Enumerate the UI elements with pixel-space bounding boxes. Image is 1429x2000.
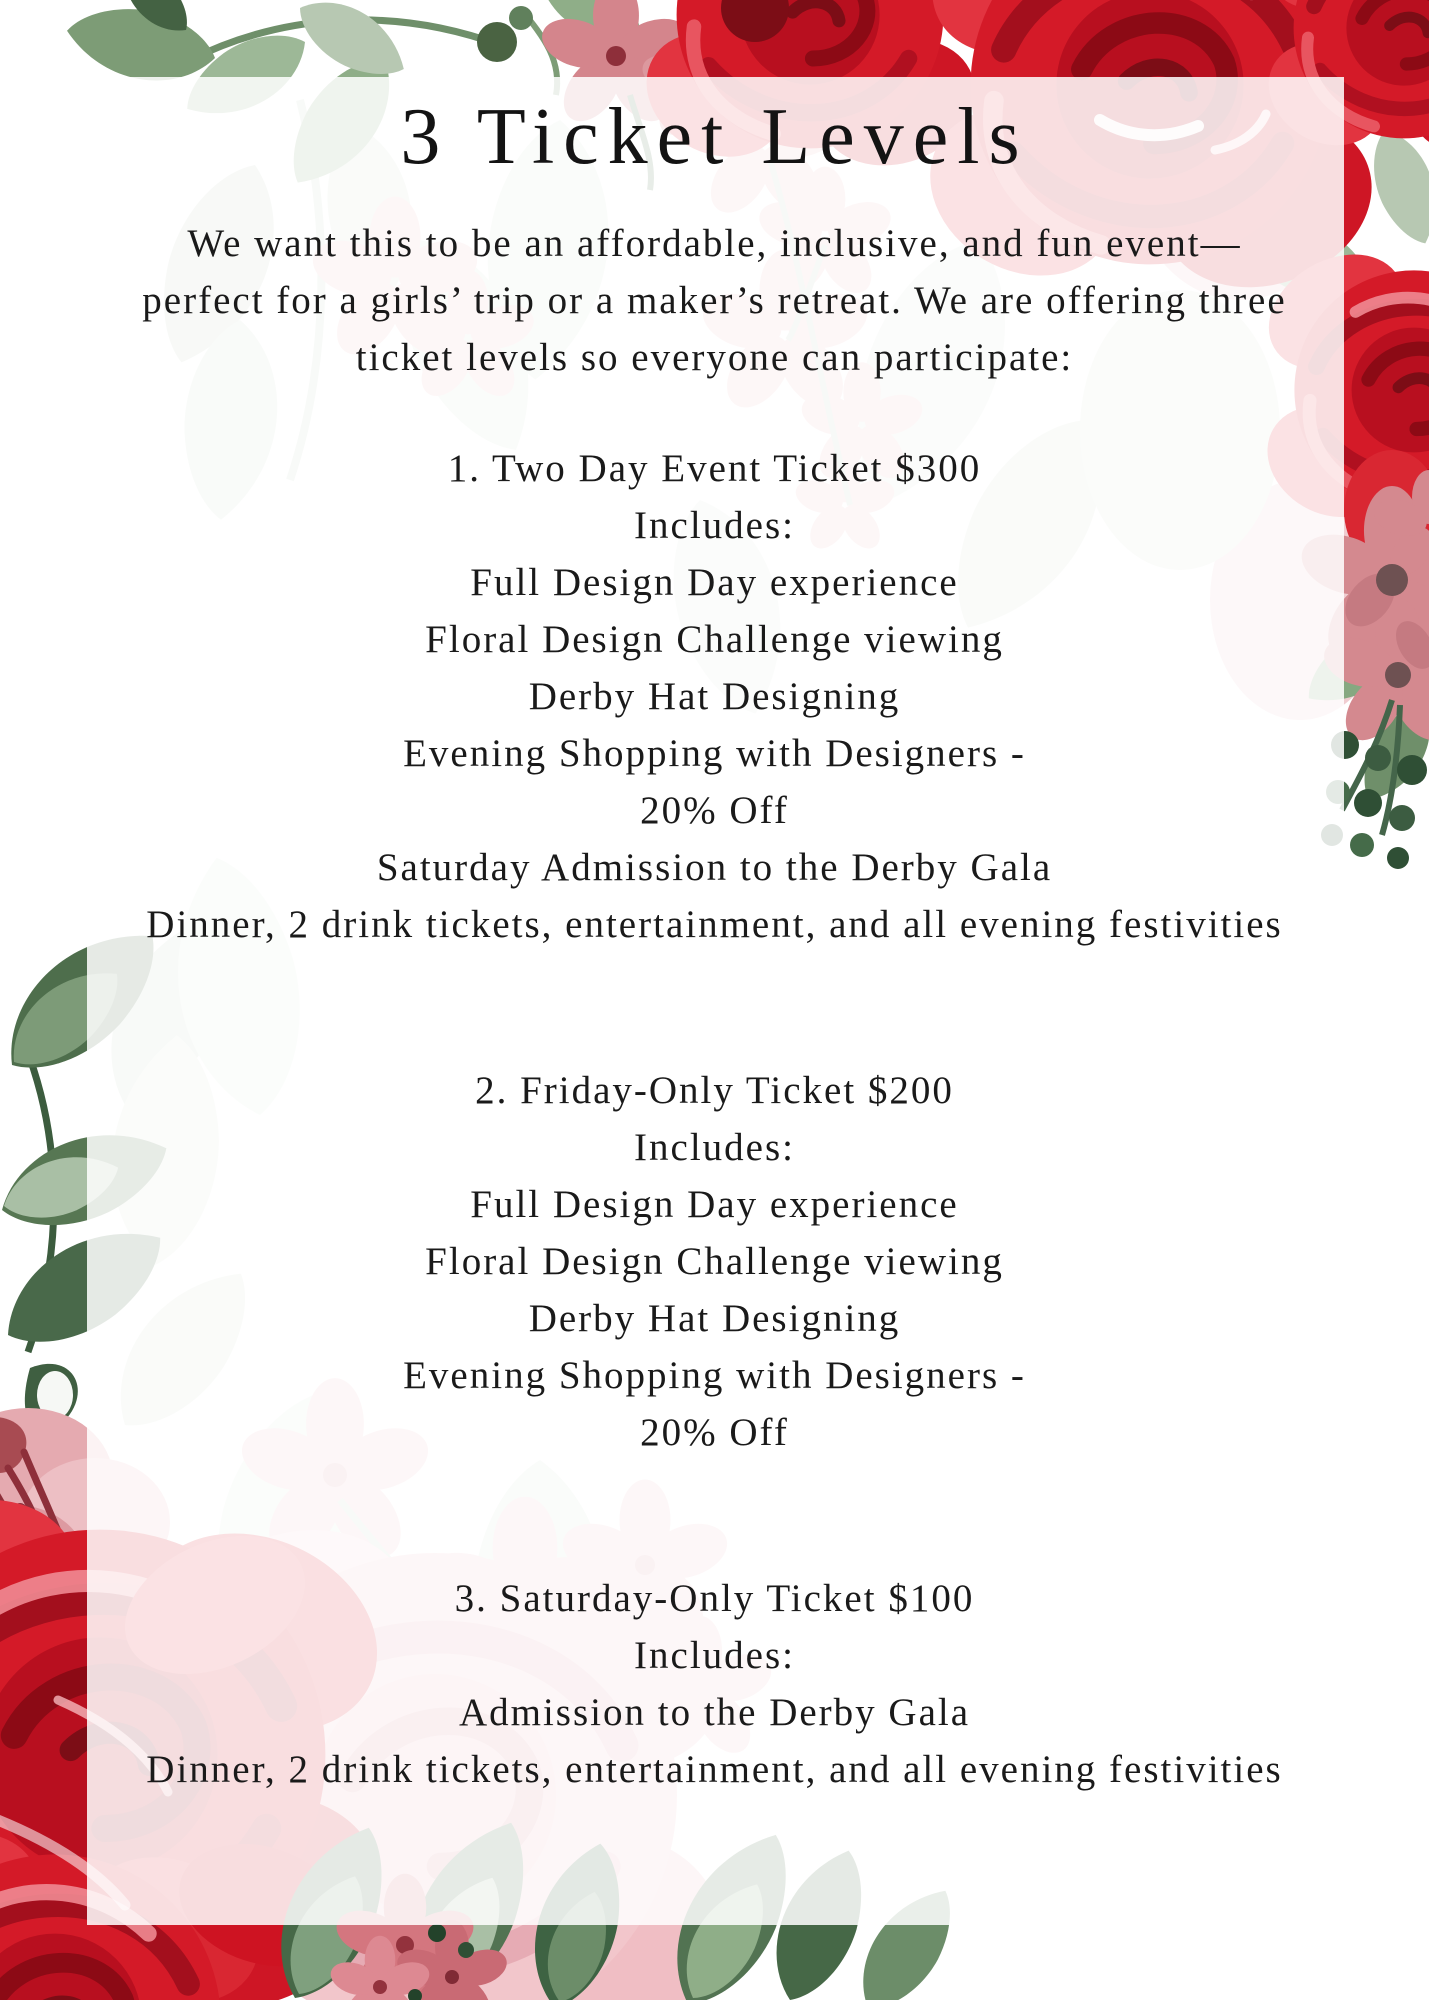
includes-label: Includes: xyxy=(634,1634,795,1677)
ticket-section-two-day xyxy=(0,440,1429,953)
ticket-item: Full Design Day experience xyxy=(470,1183,959,1226)
ticket-heading: 2. Friday-Only Ticket $200 xyxy=(475,1069,954,1112)
includes-label: Includes: xyxy=(634,504,795,547)
ticket-section-friday-only xyxy=(0,1062,1429,1461)
ticket-heading: 1. Two Day Event Ticket $300 xyxy=(447,447,982,490)
ticket-item: Derby Hat Designing xyxy=(528,675,901,718)
ticket-item: Dinner, 2 drink tickets, entertainment, and all evening festivities xyxy=(146,903,1283,946)
ticket-item: Dinner, 2 drink tickets, entertainment, and all evening festivities xyxy=(146,1748,1283,1791)
ticket-item: Admission to the Derby Gala xyxy=(458,1691,971,1734)
flyer-content xyxy=(0,77,1429,1798)
ticket-item: Full Design Day experience xyxy=(470,561,959,604)
ticket-item: Floral Design Challenge viewing xyxy=(425,1240,1004,1283)
ticket-item: Evening Shopping with Designers - xyxy=(403,1354,1026,1397)
includes-label: Includes: xyxy=(634,1126,795,1169)
page-title: 3 Ticket Levels xyxy=(400,93,1029,181)
ticket-item: Derby Hat Designing xyxy=(528,1297,901,1340)
intro-paragraph xyxy=(0,215,1429,386)
ticket-item: Floral Design Challenge viewing xyxy=(425,618,1004,661)
ticket-item: 20% Off xyxy=(640,789,789,832)
ticket-item: Saturday Admission to the Derby Gala xyxy=(376,846,1053,889)
ticket-item: 20% Off xyxy=(640,1411,789,1454)
intro-line: ticket levels so everyone can participate: xyxy=(355,336,1074,379)
ticket-heading: 3. Saturday-Only Ticket $100 xyxy=(454,1577,975,1620)
ticket-section-saturday-only xyxy=(0,1570,1429,1798)
ticket-item: Evening Shopping with Designers - xyxy=(403,732,1026,775)
intro-line: perfect for a girls’ trip or a maker’s retreat. We are offering three xyxy=(142,279,1287,322)
intro-line: We want this to be an affordable, inclusive, and fun event— xyxy=(187,222,1242,265)
